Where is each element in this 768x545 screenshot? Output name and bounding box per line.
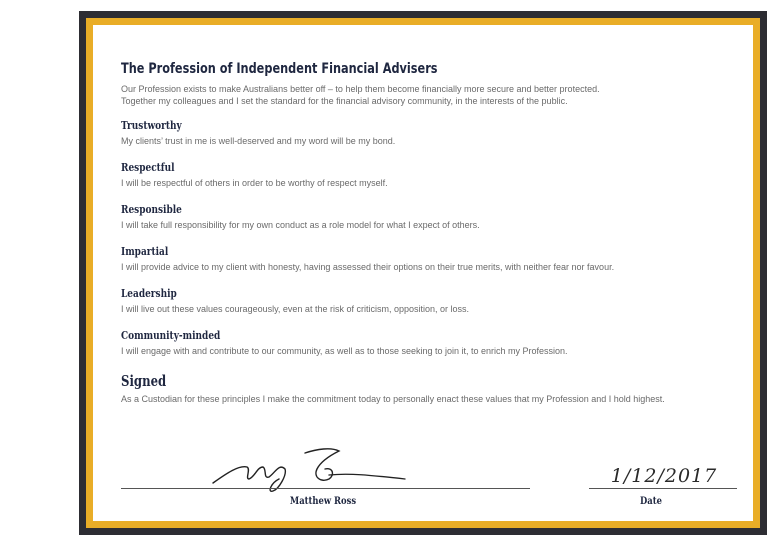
value-impartial: [121, 243, 741, 285]
value-heading: Community-minded: [121, 328, 221, 342]
signed-text: As a Custodian for these principles I make the commitment today to personally enact these values that my Profession and I hold highest.: [121, 394, 665, 404]
certificate-panel: [93, 25, 753, 521]
value-text: I will live out these values courageously, even at the risk of criticism, opposition, or loss.: [121, 304, 469, 314]
value-respectful: [121, 159, 741, 201]
certificate-frame: [79, 11, 767, 535]
signatory-name: Matthew Ross: [289, 495, 357, 507]
value-heading: Responsible: [121, 202, 182, 216]
certificate-title: The Profession of Independent Financial Advisers: [121, 61, 438, 77]
intro-line-1: Our Profession exists to make Australians better off – to help them become financially more secure and better protected.: [121, 84, 600, 94]
value-heading: Impartial: [121, 244, 169, 258]
value-text: I will engage with and contribute to our community, as well as to those seeking to join it, to enrich my Profession.: [121, 346, 568, 356]
value-text: I will provide advice to my client with honesty, having assessed their options on their true merits, with neither fear nor favour.: [121, 262, 615, 272]
handwritten-signature: [209, 439, 409, 499]
signature-area: [121, 455, 741, 545]
intro-text: [121, 83, 741, 107]
value-heading: Trustworthy: [121, 118, 182, 132]
signed-heading: Signed: [121, 372, 167, 390]
date-line: [589, 488, 737, 489]
value-text: I will take full responsibility for my own conduct as a role model for what I expect of others.: [121, 220, 480, 230]
date-label: Date: [640, 495, 662, 507]
value-heading: Leadership: [121, 286, 177, 300]
value-text: My clients’ trust in me is well-deserved and my word will be my bond.: [121, 136, 396, 146]
value-leadership: [121, 285, 741, 327]
intro-line-2: Together my colleagues and I set the standard for the financial advisory community, in the interests of the public.: [121, 96, 568, 106]
value-responsible: [121, 201, 741, 243]
value-text: I will be respectful of others in order to be worthy of respect myself.: [121, 178, 388, 188]
value-trustworthy: [121, 117, 741, 159]
handwritten-date: 1/12/2017: [610, 465, 718, 487]
signature-line: [121, 488, 530, 489]
value-community-minded: [121, 327, 741, 371]
value-heading: Respectful: [121, 160, 175, 174]
certificate-content: [121, 59, 741, 507]
gold-border: [86, 18, 760, 528]
